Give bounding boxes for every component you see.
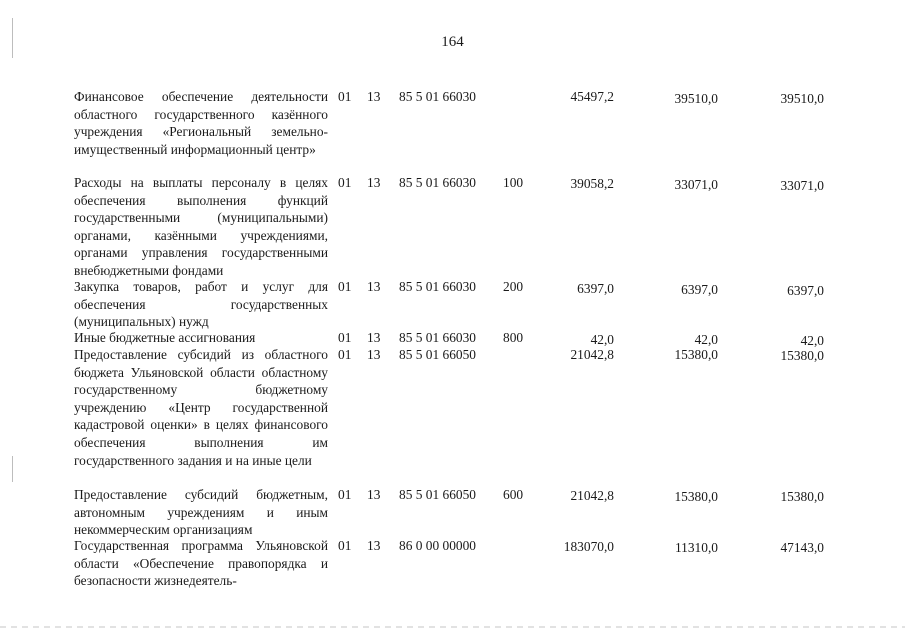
cell-amount-3: 47143,0: [780, 540, 824, 555]
cell-subsection: 13: [367, 279, 381, 294]
cell-amount-3: 39510,0: [780, 91, 824, 106]
cell-target-article: 85 5 01 66050: [399, 347, 476, 362]
cell-amount-2: 42,0: [694, 332, 718, 347]
cell-amount-3: 42,0: [800, 333, 824, 348]
cell-section: 01: [338, 175, 352, 190]
row-description: Государственная программа Ульяновской области «Обеспечение правопорядка и безопасности жизнедеятель-: [74, 538, 328, 589]
scan-artifact: [12, 18, 13, 58]
cell-amount-1: 183070,0: [563, 539, 614, 554]
cell-amount-3: 33071,0: [780, 178, 824, 193]
cell-target-article: 85 5 01 66030: [399, 175, 476, 190]
row-description: Предоставление субсидий бюджетным, автономным учреждениям и иным некоммерческим организациям: [74, 487, 328, 538]
cell-target-article: 85 5 01 66050: [399, 487, 476, 502]
cell-section: 01: [338, 89, 352, 104]
cell-amount-2: 33071,0: [674, 177, 718, 192]
cell-expense-type: 200: [503, 279, 524, 294]
cell-subsection: 13: [367, 89, 381, 104]
row-description: Расходы на выплаты персоналу в целях обеспечения выполнения функций государственными (муниципальными) органами, казёнными учреждениями, органами управления государственными внебюджетными фондами: [74, 175, 328, 278]
cell-amount-1: 45497,2: [570, 89, 614, 104]
cell-section: 01: [338, 330, 352, 345]
cell-section: 01: [338, 487, 352, 502]
cell-section: 01: [338, 538, 352, 553]
cell-subsection: 13: [367, 487, 381, 502]
cell-expense-type: 100: [503, 175, 524, 190]
cell-subsection: 13: [367, 330, 381, 345]
cell-amount-3: 15380,0: [780, 489, 824, 504]
cell-amount-3: 6397,0: [787, 283, 824, 298]
page-number: 164: [441, 34, 464, 50]
cell-amount-2: 6397,0: [681, 282, 718, 297]
cell-amount-1: 39058,2: [570, 176, 614, 191]
cell-expense-type: 600: [503, 487, 524, 502]
scan-artifact: [12, 456, 13, 482]
row-description: Финансовое обеспечение деятельности областного государственного казённого учреждения «Региональный земельно-имущественный информационный центр»: [74, 89, 328, 157]
scan-artifact: [0, 626, 905, 628]
cell-target-article: 85 5 01 66030: [399, 279, 476, 294]
cell-target-article: 86 0 00 00000: [399, 538, 476, 553]
row-description: Предоставление субсидий из областного бюджета Ульяновской области областному государственному бюджетному учреждению «Центр государственной кадастровой оценки» в целях финансового обеспечения выполнения им государственного задания и на иные цели: [74, 347, 328, 468]
cell-amount-3: 15380,0: [780, 348, 824, 363]
cell-target-article: 85 5 01 66030: [399, 330, 476, 345]
cell-amount-2: 11310,0: [674, 540, 718, 555]
cell-subsection: 13: [367, 538, 381, 553]
row-description: Закупка товаров, работ и услуг для обеспечения государственных (муниципальных) нужд: [74, 279, 328, 330]
cell-expense-type: 800: [503, 330, 524, 345]
cell-amount-1: 21042,8: [570, 347, 614, 362]
cell-amount-2: 15380,0: [674, 489, 718, 504]
cell-section: 01: [338, 347, 352, 362]
cell-amount-2: 39510,0: [674, 91, 718, 106]
row-description: Иные бюджетные ассигнования: [74, 330, 256, 345]
cell-amount-1: 6397,0: [577, 281, 614, 296]
cell-section: 01: [338, 279, 352, 294]
cell-subsection: 13: [367, 347, 381, 362]
cell-amount-1: 42,0: [590, 332, 614, 347]
cell-amount-1: 21042,8: [570, 488, 614, 503]
cell-subsection: 13: [367, 175, 381, 190]
cell-amount-2: 15380,0: [674, 347, 718, 362]
cell-target-article: 85 5 01 66030: [399, 89, 476, 104]
